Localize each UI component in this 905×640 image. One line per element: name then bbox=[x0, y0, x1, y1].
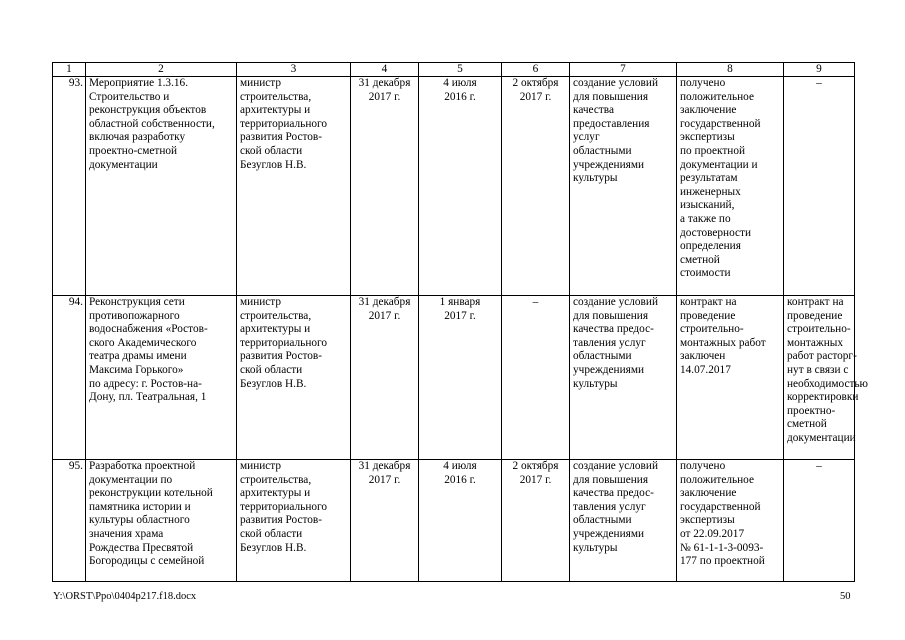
cell-text-line: экспертизы bbox=[680, 514, 735, 527]
cell-text-line: по адресу: г. Ростов-на- bbox=[89, 377, 202, 390]
cell-text-line: качества bbox=[573, 104, 615, 117]
cell-text-line: 4 июля bbox=[443, 77, 477, 89]
cell-text-line: результатам bbox=[680, 172, 738, 185]
expected-result-cell bbox=[570, 296, 677, 460]
cell-text-line: 2017 г. bbox=[519, 473, 552, 486]
actual-result-cell bbox=[677, 296, 784, 460]
measure-name-cell bbox=[86, 460, 237, 582]
planned-date-cell bbox=[351, 460, 419, 582]
cell-text-line: культуры bbox=[573, 541, 618, 554]
cell-text-line: создание условий bbox=[573, 77, 658, 89]
executor-cell bbox=[237, 296, 351, 460]
cell-text-line: положительное bbox=[680, 90, 754, 103]
cell-text-line: министр bbox=[240, 460, 282, 472]
cell-text-line: 31 декабря bbox=[358, 296, 411, 308]
cell-text-line: Строительство и bbox=[89, 90, 170, 103]
column-header: 5 bbox=[419, 63, 502, 77]
cell-text-line: 2017 г. bbox=[519, 90, 552, 103]
document-table bbox=[52, 62, 868, 582]
column-header: 2 bbox=[86, 63, 237, 77]
cell-text-line: 31 декабря bbox=[358, 460, 411, 472]
cell-text-line: проведение bbox=[680, 309, 736, 322]
cell-text-line: сметной bbox=[680, 253, 720, 266]
cell-text-line: территориального bbox=[240, 500, 328, 513]
cell-text-line: – bbox=[816, 460, 822, 472]
cell-text-line: культуры bbox=[573, 377, 618, 390]
cell-text-line: проектно-сметной bbox=[89, 144, 178, 157]
cell-text-line: строительства, bbox=[240, 309, 312, 322]
cell-text-line: областными bbox=[573, 350, 632, 363]
column-header: 9 bbox=[784, 63, 855, 77]
cell-text-line: значения храма bbox=[89, 527, 164, 540]
cell-text-line: министр bbox=[240, 77, 282, 89]
table-body bbox=[53, 77, 868, 582]
cell-text-line: ской области bbox=[240, 363, 303, 376]
cell-text-line: заключение bbox=[680, 104, 737, 117]
cell-text-line: Разработка проектной bbox=[89, 460, 196, 472]
cell-text-line: контракт на bbox=[787, 296, 844, 308]
cell-text-line: положительное bbox=[680, 473, 754, 486]
cell-text-line: памятника истории и bbox=[89, 500, 191, 513]
cell-text-line: создание условий bbox=[573, 460, 658, 472]
cell-text-line: Максима Горького» bbox=[89, 363, 184, 376]
cell-text-line: министр bbox=[240, 296, 282, 308]
cell-text-line: государственной bbox=[680, 500, 761, 513]
cell-text-line: областной собственности, bbox=[89, 117, 215, 130]
column-header: 3 bbox=[237, 63, 351, 77]
cell-text-line: услуг bbox=[573, 131, 600, 144]
cell-text-line: культуры областного bbox=[89, 514, 190, 527]
cell-text-line: для повышения bbox=[573, 309, 649, 322]
cell-text-line: качества предос- bbox=[573, 323, 654, 336]
cell-text-line: работ расторг- bbox=[787, 350, 857, 363]
cell-text-line: монтажных работ bbox=[680, 336, 766, 349]
cell-text-line: 2 октября bbox=[512, 460, 559, 472]
cell-text-line: областными bbox=[573, 514, 632, 527]
reason-cell bbox=[784, 77, 855, 296]
cell-text-line: 2017 г. bbox=[444, 309, 476, 322]
cell-text-line: строительно- bbox=[787, 323, 851, 336]
cell-text-line: 2017 г. bbox=[368, 90, 401, 103]
expected-result-cell bbox=[570, 77, 677, 296]
cell-text-line: 14.07.2017 bbox=[680, 363, 731, 376]
cell-text-line: качества предос- bbox=[573, 487, 654, 500]
cell-text-line: № 61-1-1-3-0093- bbox=[680, 541, 764, 554]
cell-text-line: предоставления bbox=[573, 117, 650, 130]
cell-text-line: 2017 г. bbox=[368, 309, 401, 322]
cell-text-line: тавления услуг bbox=[573, 500, 646, 513]
cell-text-line: получено bbox=[680, 77, 726, 89]
cell-text-line: архитектуры и bbox=[240, 487, 311, 500]
cell-text-line: для повышения bbox=[573, 473, 649, 486]
footer-file-path: Y:\ORST\Ppo\0404p217.f18.docx bbox=[53, 591, 197, 602]
row-number-cell: 94. bbox=[53, 296, 86, 460]
planned-date-cell bbox=[351, 296, 419, 460]
cell-text-line: корректировки bbox=[787, 391, 859, 404]
column-header: 8 bbox=[677, 63, 784, 77]
header-row bbox=[53, 63, 855, 77]
cell-text-line: учреждениями bbox=[573, 363, 645, 376]
cell-text-line: документации по bbox=[89, 473, 173, 486]
cell-text-line: создание условий bbox=[573, 296, 658, 308]
cell-text-line: ской области bbox=[240, 144, 303, 157]
cell-text-line: Рождества Пресвятой bbox=[89, 541, 194, 554]
cell-text-line: документации bbox=[89, 158, 158, 171]
cell-text-line: 2016 г. bbox=[444, 473, 476, 486]
cell-text-line: территориального bbox=[240, 117, 328, 130]
cell-text-line: Мероприятие 1.3.16. bbox=[89, 77, 189, 89]
cell-text-line: Дону, пл. Театральная, 1 bbox=[89, 391, 207, 404]
reason-cell bbox=[784, 460, 855, 582]
cell-text-line: экспертизы bbox=[680, 131, 735, 144]
cell-text-line: реконструкция объектов bbox=[89, 104, 207, 117]
cell-text-line: 4 июля bbox=[443, 460, 477, 472]
cell-text-line: противопожарного bbox=[89, 309, 180, 322]
end-date-cell bbox=[502, 296, 570, 460]
cell-text-line: Безуглов Н.В. bbox=[240, 158, 307, 171]
actual-result-cell bbox=[677, 77, 784, 296]
cell-text-line: документации bbox=[787, 431, 856, 444]
table-row bbox=[53, 296, 855, 460]
start-date-cell bbox=[419, 77, 502, 296]
cell-text-line: учреждениями bbox=[573, 158, 645, 171]
start-date-cell bbox=[419, 296, 502, 460]
cell-text-line: Богородицы с семейной bbox=[89, 555, 205, 568]
end-date-cell bbox=[502, 460, 570, 582]
cell-text-line: Безуглов Н.В. bbox=[240, 377, 307, 390]
cell-text-line: развития Ростов- bbox=[240, 514, 322, 527]
row-number-cell: 93. bbox=[53, 77, 86, 296]
cell-text-line: необходимостью bbox=[787, 377, 868, 390]
column-header: 4 bbox=[351, 63, 419, 77]
end-date-cell bbox=[502, 77, 570, 296]
cell-text-line: развития Ростов- bbox=[240, 350, 322, 363]
row-number-cell: 95. bbox=[53, 460, 86, 582]
cell-text-line: учреждениями bbox=[573, 527, 645, 540]
cell-text-line: культуры bbox=[573, 172, 618, 185]
cell-text-line: – bbox=[816, 77, 822, 89]
cell-text-line: стоимости bbox=[680, 267, 731, 280]
executor-cell bbox=[237, 77, 351, 296]
cell-text-line: 31 декабря bbox=[358, 77, 411, 89]
cell-text-line: водоснабжения «Ростов- bbox=[89, 323, 208, 336]
cell-text-line: а также по bbox=[680, 212, 731, 225]
cell-text-line: 2016 г. bbox=[444, 90, 476, 103]
cell-text-line: инженерных bbox=[680, 185, 741, 198]
cell-text-line: Реконструкция сети bbox=[89, 296, 185, 308]
cell-text-line: ского Академического bbox=[89, 336, 197, 349]
cell-text-line: проведение bbox=[787, 309, 843, 322]
cell-text-line: 2017 г. bbox=[368, 473, 401, 486]
cell-text-line: ской области bbox=[240, 527, 303, 540]
table-row bbox=[53, 77, 855, 296]
cell-text-line: строительства, bbox=[240, 473, 312, 486]
cell-text-line: областными bbox=[573, 144, 632, 157]
cell-text-line: тавления услуг bbox=[573, 336, 646, 349]
cell-text-line: по проектной bbox=[680, 144, 746, 157]
cell-text-line: развития Ростов- bbox=[240, 131, 322, 144]
cell-text-line: строительно- bbox=[680, 323, 744, 336]
cell-text-line: определения bbox=[680, 240, 741, 253]
planned-date-cell bbox=[351, 77, 419, 296]
cell-text-line: 177 по проектной bbox=[680, 555, 765, 568]
actual-result-cell bbox=[677, 460, 784, 582]
cell-text-line: для повышения bbox=[573, 90, 649, 103]
cell-text-line: архитектуры и bbox=[240, 323, 311, 336]
start-date-cell bbox=[419, 460, 502, 582]
cell-text-line: включая разработку bbox=[89, 131, 186, 144]
reason-cell bbox=[784, 296, 868, 460]
cell-text-line: государственной bbox=[680, 117, 761, 130]
cell-text-line: монтажных bbox=[787, 336, 844, 349]
cell-text-line: от 22.09.2017 bbox=[680, 527, 745, 540]
measure-name-cell bbox=[86, 296, 237, 460]
cell-text-line: контракт на bbox=[680, 296, 737, 308]
cell-text-line: нут в связи с bbox=[787, 363, 849, 376]
cell-text-line: заключен bbox=[680, 350, 726, 363]
cell-text-line: театра драмы имени bbox=[89, 350, 187, 363]
cell-text-line: территориального bbox=[240, 336, 328, 349]
cell-text-line: документации и bbox=[680, 158, 758, 171]
column-header: 1 bbox=[53, 63, 86, 77]
cell-text-line: реконструкции котельной bbox=[89, 487, 213, 500]
column-header: 7 bbox=[570, 63, 677, 77]
cell-text-line: – bbox=[532, 296, 539, 308]
cell-text-line: архитектуры и bbox=[240, 104, 311, 117]
cell-text-line: 1 января bbox=[439, 296, 481, 308]
table-row bbox=[53, 460, 855, 582]
cell-text-line: строительства, bbox=[240, 90, 312, 103]
column-header: 6 bbox=[502, 63, 570, 77]
cell-text-line: 2 октября bbox=[512, 77, 559, 89]
cell-text-line: достоверности bbox=[680, 226, 752, 239]
page-number: 50 bbox=[840, 591, 851, 602]
cell-text-line: получено bbox=[680, 460, 726, 472]
cell-text-line: сметной bbox=[787, 418, 827, 431]
expected-result-cell bbox=[570, 460, 677, 582]
cell-text-line: заключение bbox=[680, 487, 737, 500]
executor-cell bbox=[237, 460, 351, 582]
cell-text-line: проектно- bbox=[787, 404, 836, 417]
cell-text-line: Безуглов Н.В. bbox=[240, 541, 307, 554]
cell-text-line: изысканий, bbox=[680, 199, 735, 212]
measure-name-cell bbox=[86, 77, 237, 296]
